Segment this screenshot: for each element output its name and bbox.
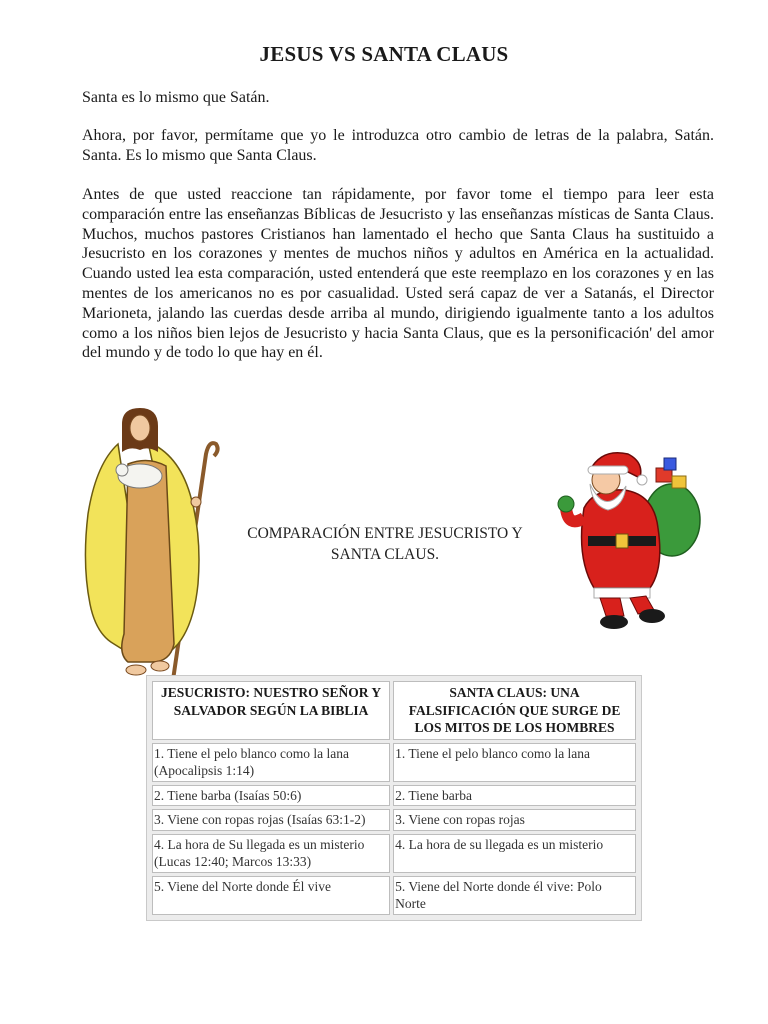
table-header-row [152, 681, 636, 740]
table-row [152, 876, 636, 915]
table-row [152, 834, 636, 873]
header-jesucristo: JESUCRISTO: NUESTRO SEÑOR Y SALVADOR SEGÚN LA BIBLIA [152, 681, 390, 740]
table-cell: 4. La hora de Su llegada es un misterio (Lucas 12:40; Marcos 13:33) [152, 834, 390, 873]
table-cell: 3. Viene con ropas rojas [393, 809, 636, 831]
table-cell: 2. Tiene barba (Isaías 50:6) [152, 785, 390, 807]
table-row [152, 743, 636, 782]
table-cell: 1. Tiene el pelo blanco como la lana (Apocalipsis 1:14) [152, 743, 390, 782]
jesus-image [78, 404, 220, 682]
table-row [152, 785, 636, 807]
page-title: JESUS VS SANTA CLAUS [259, 42, 509, 66]
table-cell: 3. Viene con ropas rojas (Isaías 63:1-2) [152, 809, 390, 831]
comparison-title: COMPARACIÓN ENTRE JESUCRISTO Y SANTA CLAUS. [247, 525, 523, 563]
header-santa-claus: SANTA CLAUS: UNA FALSIFICACIÓN QUE SURGE DE LOS MITOS DE LOS HOMBRES [393, 681, 636, 740]
intro-paragraph-2: Ahora, por favor, permítame que yo le introduzca otro cambio de letras de la palabra, Satán. Santa. Es lo mismo que Santa Claus. [82, 127, 714, 164]
comparison-table [146, 675, 642, 921]
table-cell: 1. Tiene el pelo blanco como la lana [393, 743, 636, 782]
santa-image [554, 448, 702, 632]
intro-paragraph-3: Antes de que usted reaccione tan rápidamente, por favor tome el tiempo para leer esta comparación entre las enseñanzas Bíblicas de Jesucristo y las enseñanzas místicas de Santa Claus. Muchos, muchos pastores Cristianos han lamentado el hecho que Santa Claus ha sustituido a Jesucristo en los corazones y mentes de muchos niños y adultos en América en la actualidad. Cuando usted lea esta comparación, usted entenderá que este reemplazo en los corazones y en las mentes de los americanos no es por casualidad. Usted será capaz de ver a Satanás, el Director Marioneta, jalando las cuerdas desde arriba al mundo, dirigiendo igualmente tanto a los adultos como a los niños bien lejos de Jesucristo y hacia Santa Claus, que es la personificación' del amor del mundo y de todo lo que hay en él. [82, 186, 714, 362]
table-cell: 5. Viene del Norte donde él vive: Polo Norte [393, 876, 636, 915]
table-cell: 5. Viene del Norte donde Él vive [152, 876, 390, 915]
table-row [152, 809, 636, 831]
table-cell: 2. Tiene barba [393, 785, 636, 807]
table-cell: 4. La hora de su llegada es un misterio [393, 834, 636, 873]
intro-paragraph-1: Santa es lo mismo que Satán. [82, 89, 270, 106]
